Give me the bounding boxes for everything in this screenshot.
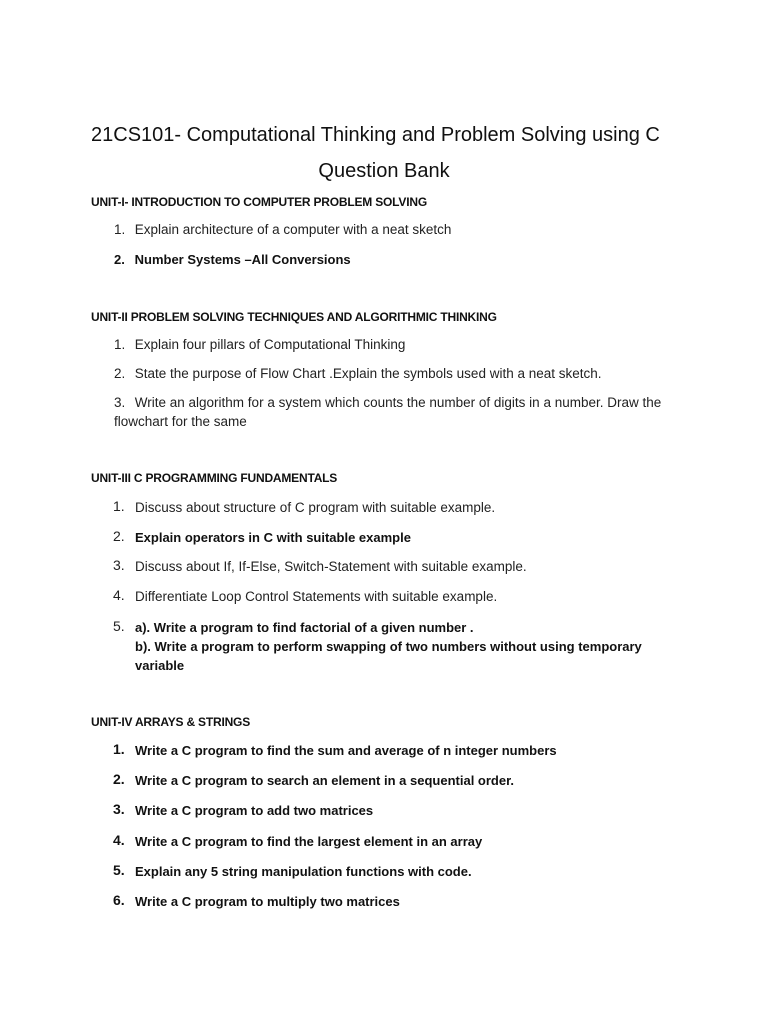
unit-2-heading: UNIT-II PROBLEM SOLVING TECHNIQUES AND ALGORITHMIC THINKING <box>91 310 497 324</box>
document-subtitle: Question Bank <box>318 160 450 182</box>
list-item <box>114 250 684 269</box>
item-number: 5. <box>113 618 125 634</box>
item-number: 2. <box>114 366 126 381</box>
item-text: Explain four pillars of Computational Thinking <box>134 337 406 352</box>
item-text: Write a C program to add two matrices <box>135 803 374 818</box>
unit-1-heading: UNIT-I- INTRODUCTION TO COMPUTER PROBLEM SOLVING <box>91 195 427 209</box>
item-number: 2. <box>113 528 125 544</box>
item-text: Discuss about structure of C program with suitable example. <box>135 500 496 515</box>
item-number: 3. <box>113 557 125 573</box>
item-text: Write an algorithm for a system which counts the number of digits in a number. Draw the <box>134 395 662 410</box>
item-text: State the purpose of Flow Chart .Explain the symbols used with a neat sketch. <box>134 366 602 381</box>
list-item <box>113 617 683 677</box>
item-number: 6. <box>113 892 125 908</box>
item-text: Explain operators in C with suitable example <box>135 530 411 545</box>
document-title: 21CS101- Computational Thinking and Problem Solving using C <box>91 124 660 146</box>
unit-4-heading: UNIT-IV ARRAYS & STRINGS <box>91 715 250 729</box>
list-item <box>114 393 684 431</box>
item-number: 5. <box>113 862 125 878</box>
item-text: Write a C program to find the largest element in an array <box>135 834 483 849</box>
list-item <box>114 220 684 239</box>
item-number: 3. <box>113 801 125 817</box>
item-text: Discuss about If, If-Else, Switch-Statement with suitable example. <box>135 559 527 574</box>
item-text-continued: variable <box>135 658 185 673</box>
item-text-continued: flowchart for the same <box>114 414 247 429</box>
list-item <box>114 335 684 354</box>
item-number: 4. <box>113 587 125 603</box>
item-text: Write a C program to find the sum and average of n integer numbers <box>135 743 557 758</box>
item-text: Explain any 5 string manipulation functions with code. <box>135 864 472 879</box>
item-number: 1. <box>114 222 126 237</box>
unit-3-heading: UNIT-III C PROGRAMMING FUNDAMENTALS <box>91 471 338 485</box>
item-number: 3. <box>114 395 126 410</box>
item-number: 1. <box>113 741 125 757</box>
item-text: a). Write a program to find factorial of a given number . <box>135 620 474 635</box>
item-number: 4. <box>113 832 125 848</box>
item-number: 2. <box>113 771 125 787</box>
item-number: 1. <box>113 498 125 514</box>
item-text-continued: b). Write a program to perform swapping of two numbers without using temporary <box>135 639 642 654</box>
item-text: Write a C program to search an element in a sequential order. <box>135 773 515 788</box>
item-text: Explain architecture of a computer with a neat sketch <box>134 222 452 237</box>
item-text: Differentiate Loop Control Statements with suitable example. <box>135 589 498 604</box>
list-item <box>114 364 684 383</box>
item-text: Write a C program to multiply two matrices <box>135 894 400 909</box>
item-text: Number Systems –All Conversions <box>134 252 351 267</box>
item-number: 2. <box>114 252 125 267</box>
item-number: 1. <box>114 337 126 352</box>
